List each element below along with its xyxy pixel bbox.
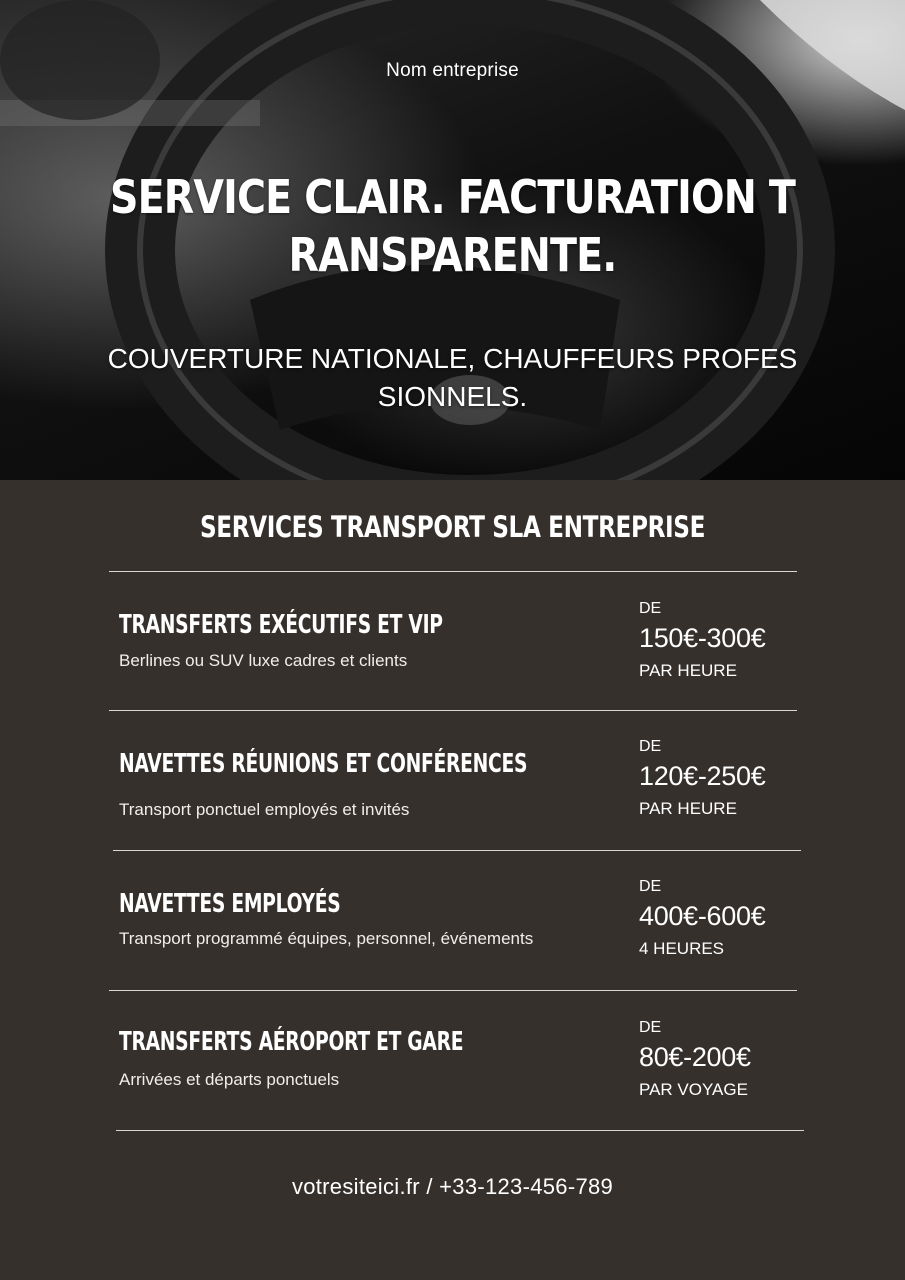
price-unit: PAR HEURE bbox=[639, 661, 737, 680]
service-title: TRANSFERTS EXÉCUTIFS ET VIP bbox=[119, 610, 443, 640]
price-unit: PAR HEURE bbox=[639, 799, 737, 818]
divider bbox=[116, 1130, 804, 1131]
service-title: NAVETTES EMPLOYÉS bbox=[119, 889, 341, 919]
price-prefix: DE bbox=[639, 600, 662, 617]
price-prefix: DE bbox=[639, 878, 662, 895]
hero-banner bbox=[0, 0, 905, 480]
price-value: 80€-200€ bbox=[639, 1042, 751, 1072]
divider bbox=[113, 850, 801, 851]
hero-headline: SERVICE CLAIR. FACTURATION TRANSPARENTE. bbox=[109, 170, 796, 282]
service-description: Arrivées et départs ponctuels bbox=[119, 1070, 340, 1089]
price-value: 150€-300€ bbox=[639, 623, 766, 653]
footer-contact: votresiteici.fr / +33-123-456-789 bbox=[291, 1174, 614, 1199]
price-prefix: DE bbox=[639, 1019, 662, 1036]
price-value: 400€-600€ bbox=[639, 901, 766, 931]
price-unit: PAR VOYAGE bbox=[639, 1080, 748, 1099]
price-value: 120€-250€ bbox=[639, 761, 766, 791]
hero-subline: COUVERTURE NATIONALE, CHAUFFEURS PROFESSIONNELS. bbox=[107, 343, 798, 412]
service-title: NAVETTES RÉUNIONS ET CONFÉRENCES bbox=[119, 749, 528, 779]
services-section-title: SERVICES TRANSPORT SLA ENTREPRISE bbox=[199, 510, 706, 544]
price-prefix: DE bbox=[639, 738, 662, 755]
service-description: Transport programmé équipes, personnel, événements bbox=[119, 929, 534, 948]
service-title: TRANSFERTS AÉROPORT ET GARE bbox=[119, 1027, 464, 1057]
service-description: Berlines ou SUV luxe cadres et clients bbox=[119, 651, 408, 670]
divider bbox=[109, 990, 797, 991]
service-description: Transport ponctuel employés et invités bbox=[119, 800, 410, 819]
company-name: Nom entreprise bbox=[386, 60, 519, 81]
divider bbox=[109, 571, 797, 572]
price-unit: 4 HEURES bbox=[639, 939, 725, 958]
divider bbox=[109, 710, 797, 711]
